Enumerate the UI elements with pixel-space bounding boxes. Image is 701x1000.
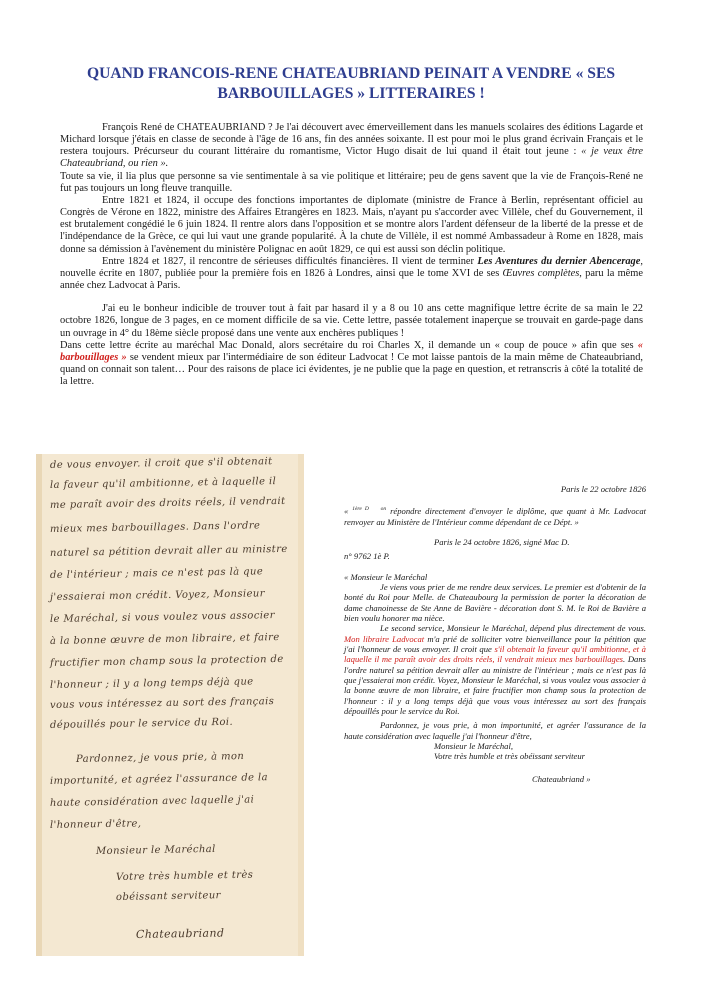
manuscript-line: Chateaubriand [135, 926, 225, 941]
manuscript-line: fructifier mon champ sous la protection de [49, 653, 284, 669]
intro-p6-b: se vendent mieux par l'intermédiaire de son éditeur Ladvocat ! Ce mot laisse pantois de la main même de Chateaubriand, quand on connait son talent… Pour des raisons de place ici évidentes, je ne publie que la page en question, et retranscris à côté la totalité de la lettre. [60, 351, 643, 388]
book-title: Les Aventures du dernier Abencerage [477, 255, 641, 267]
intro-paragraph-5: J'ai eu le bonheur indicible de trouver tout à fait par hasard il y a 8 ou 10 ans cette magnifique lettre écrite de sa main le 22 octobre 1826, longue de 3 pages, en ce moment difficile de sa vie. Cette lettre, passée totalement inaperçue se trouvait en garde-page dans un ouvrage in 4° du 18ème siècle proposé dans une vente aux enchères publiques ! [60, 303, 643, 339]
para2-b: m'a prié de solliciter votre bienveillance pour la pétition que j'ai l'honneur de vous envoyer. Il croit que [344, 633, 646, 654]
letter-date: Paris le 22 octobre 1826 [560, 484, 646, 494]
note-open: « [344, 506, 353, 517]
intro-text [60, 122, 643, 388]
manuscript-line: de l'intérieur ; mais ce n'est pas là que [49, 566, 264, 581]
intro-p4-a: Entre 1824 et 1827, il rencontre de sérieuses difficultés financières. Il vient de terminer [102, 255, 475, 267]
letter-ref: n° 9762 1è P. [344, 551, 390, 562]
intro-p1-text: François René de CHATEAUBRIAND ? Je l'ai découvert avec émerveillement dans les manuels scolaires des éditions Lagarde et Michard lorsque j'étais en classe de seconde à l'âge de 16 ans, fin des années soixante. Il est pour moi le plus grand écrivain Français et le restera toujours. Précurseur du courant littéraire du romantisme, Victor Hugo disait de lui quand il était tout jeune : [60, 122, 643, 158]
faveur-highlight: s'il obtenait la faveur qu'il ambitionne, et à laquelle il me paraît avoir des droits réels, il vendrait mieux mes barbouillages [344, 643, 646, 665]
intro-paragraph-2: Toute sa vie, il lia plus que personne sa vie sentimentale à sa vie politique et littéraire; peu de gens savent que la vie de François-René ne fut pas toujours un long fleuve tranquille. [60, 170, 643, 194]
barbouillages-highlight: « barbouillages » [60, 339, 643, 363]
para2-c: . Dans l'ordre naturel sa pétition devrait aller au ministre de l'intérieur ; mais ce n'est pas là que j'essaierai mon crédit. Voyez, Monsieur le Maréchal, si vous voulez vous associer à la bonne œuvre de mon libraire, et faire fructifier mon champ sous la protection de l'honneur : il y a long temps déjà que vous vous intéressez au sort des français dépouillés pour le service du Roi. [344, 654, 646, 717]
manuscript-line: de vous envoyer. il croit que s'il obtenait [49, 456, 273, 471]
manuscript-line: dépouillés pour le service du Roi. [49, 716, 234, 731]
manuscript-line: naturel sa pétition devrait aller au ministre [49, 543, 288, 559]
manuscript-image [36, 454, 304, 956]
page-title: QUAND FRANCOIS-RENE CHATEAUBRIAND PEINAIT A VENDRE « SES BARBOUILLAGES » LITTERAIRES ! [86, 65, 616, 102]
note-text: répondre directement d'envoyer le diplôme, que quant à Mr. Ladvocat renvoyer au Ministère de l'Intérieur comme dépendant de ce Dépt. » [344, 506, 647, 527]
letter-signature: Chateaubriand » [532, 773, 591, 784]
manuscript-line: Monsieur le Maréchal [95, 843, 216, 857]
manuscript-line: la faveur qu'il ambitionne, et à laquelle il [49, 476, 277, 491]
letter-note [344, 504, 646, 527]
letter-paragraph-1: Je viens vous prier de me rendre deux services. Le premier est d'obtenir de la bonté du Roi pour Melle. de Chateaubourg la permission de porter la décoration de dame chanoinesse de Ste Anne de Bavière - décoration dont S. M. le Roi de Bavière a bien voulu honorer ma nièce. [344, 581, 646, 623]
intro-paragraph-3: Entre 1821 et 1824, il occupe des fonctions importantes de diplomate (ministre de France à Berlin, représentant officiel au Congrès de Vérone en 1822, ministre des Affaires Etrangères en 1823. Mais, n'ayant pu s'accorder avec Villèle, chef du Gouvernement, il est brutalement congédié le 6 juin 1824. Il rentre alors dans l'opposition et se montre alors l'ardent défenseur de la liberté de la presse et de l'indépendance de la Grèce, ce qui lui vaut une grande popularité. À la chute de Villèle, il est nommé Ambassadeur à Rome en 1828, mais donne sa démission à l'avènement du ministère Polignac en août 1829, ce qui est aussi son déclin politique. [60, 194, 643, 255]
manuscript-line: haute considération avec laquelle j'ai [49, 794, 255, 809]
intro-p4-b: , nouvelle écrite en 1807, publiée pour la première fois en 1826 à Londres, ainsi que le tome XVI de ses [60, 255, 643, 279]
hugo-quote: « je veux être Chateaubriand, ou rien ». [60, 146, 643, 170]
letter-closing-1: Monsieur le Maréchal, [434, 741, 513, 752]
intro-paragraph-1 [60, 122, 643, 171]
manuscript-line: à la bonne œuvre de mon libraire, et faire [49, 631, 280, 647]
manuscript-line: j'essaierai mon crédit. Voyez, Monsieur [49, 588, 265, 603]
manuscript-line: me paraît avoir des droits réels, il vendrait [49, 495, 286, 511]
libraire-highlight: Mon libraire Ladvocat [344, 633, 425, 644]
letter-salutation: « Monsieur le Maréchal [344, 571, 428, 582]
intro-paragraph-6 [60, 340, 643, 389]
intro-p4-c: , paru la même année chez Ladvocat à Paris. [60, 267, 643, 292]
intro-p6-a: Dans cette lettre écrite au maréchal Mac Donald, alors secrétaire du roi Charles X, il demande un « coup de pouce » afin que ses [60, 339, 634, 351]
letter-signed: Paris le 24 octobre 1826, signé Mac D. [434, 536, 570, 547]
manuscript-line: Pardonnez, je vous prie, à mon [75, 751, 245, 765]
letter-transcription [344, 484, 646, 784]
manuscript-line: importunité, et agréez l'assurance de la [49, 772, 269, 787]
letter-paragraph-3: Pardonnez, je vous prie, à mon importunité, et agréer l'assurance de la haute considération avec laquelle j'ai l'honneur d'être, [344, 720, 646, 741]
note-sup2: on [380, 506, 387, 513]
manuscript-line: Votre très humble et très [115, 869, 254, 883]
letter-closing-2: Votre très humble et très obéissant serviteur [434, 751, 586, 762]
intro-paragraph-4 [60, 256, 643, 292]
manuscript-line: mieux mes barbouillages. Dans l'ordre [49, 520, 261, 535]
manuscript-line: obéissant serviteur [115, 890, 221, 903]
manuscript-line: l'honneur d'être, [49, 818, 142, 831]
letter-paragraph-2 [344, 623, 646, 716]
note-sup: 1ère D [352, 506, 369, 513]
manuscript-line: le Maréchal, si vous voulez vous associer [49, 610, 275, 625]
manuscript-line: l'honneur ; il y a long temps déjà que [49, 676, 254, 691]
para2-a: Le second service, Monsieur le Maréchal, dépend plus directement de vous. [380, 623, 646, 634]
works-title: Œuvres complètes [502, 267, 580, 279]
manuscript-line: vous vous intéressez au sort des français [49, 696, 275, 711]
